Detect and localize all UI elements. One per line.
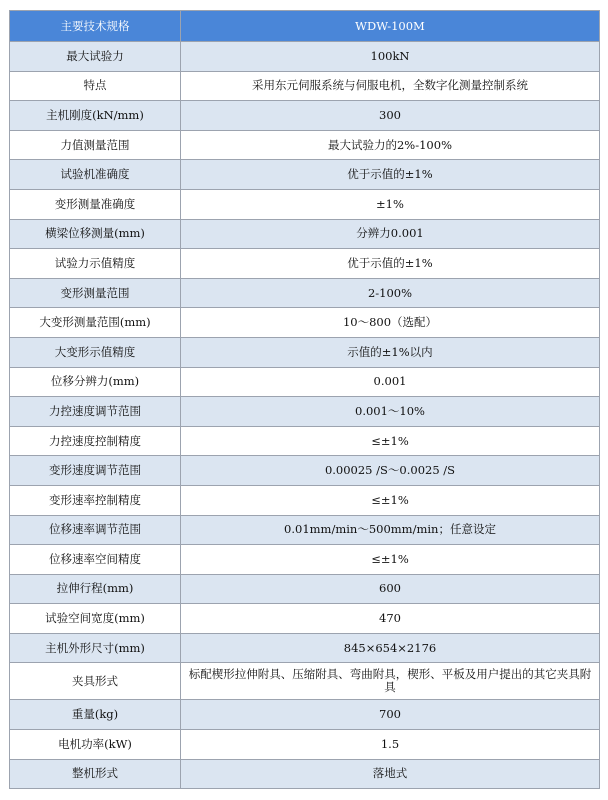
row-value: 600 xyxy=(181,574,600,604)
row-label: 变形测量范围 xyxy=(10,278,181,308)
table-row xyxy=(10,278,600,308)
table-row xyxy=(10,456,600,486)
row-label: 位移分辨力(mm) xyxy=(10,367,181,397)
table-row xyxy=(10,160,600,190)
row-label: 试验空间宽度(mm) xyxy=(10,604,181,634)
table-row xyxy=(10,545,600,575)
row-value: 300 xyxy=(181,101,600,131)
row-value: 采用东元伺服系统与伺服电机，全数字化测量控制系统 xyxy=(181,71,600,101)
row-label: 整机形式 xyxy=(10,759,181,789)
row-value: 标配楔形拉伸附具、压缩附具、弯曲附具，楔形、平板及用户提出的其它夹具附具 xyxy=(181,663,600,700)
table-row xyxy=(10,42,600,72)
row-label: 力控速度控制精度 xyxy=(10,426,181,456)
row-label: 大变形示值精度 xyxy=(10,337,181,367)
table-row xyxy=(10,574,600,604)
table-row xyxy=(10,219,600,249)
table-row xyxy=(10,189,600,219)
row-label: 重量(kg) xyxy=(10,700,181,730)
table-row xyxy=(10,71,600,101)
row-value: 100kN xyxy=(181,42,600,72)
row-value: 分辨力0.001 xyxy=(181,219,600,249)
table-row xyxy=(10,700,600,730)
table-row xyxy=(10,759,600,789)
row-value: 0.01mm/min～500mm/min；任意设定 xyxy=(181,515,600,545)
table-row xyxy=(10,485,600,515)
table-row xyxy=(10,397,600,427)
table-row xyxy=(10,367,600,397)
header-model: WDW-100M xyxy=(181,11,600,42)
row-value: 0.001 xyxy=(181,367,600,397)
table-row xyxy=(10,663,600,700)
row-value: 10～800（选配） xyxy=(181,308,600,338)
row-value: 845×654×2176 xyxy=(181,633,600,663)
row-label: 试验机准确度 xyxy=(10,160,181,190)
row-label: 主机外形尺寸(mm) xyxy=(10,633,181,663)
row-value: ≤±1% xyxy=(181,545,600,575)
row-label: 拉伸行程(mm) xyxy=(10,574,181,604)
table-row xyxy=(10,101,600,131)
row-label: 变形速率控制精度 xyxy=(10,485,181,515)
row-label: 试验力示值精度 xyxy=(10,249,181,279)
row-label: 力控速度调节范围 xyxy=(10,397,181,427)
row-value: ≤±1% xyxy=(181,426,600,456)
row-label: 变形测量准确度 xyxy=(10,189,181,219)
table-row xyxy=(10,337,600,367)
table-row xyxy=(10,515,600,545)
table-row xyxy=(10,426,600,456)
spec-table xyxy=(9,10,600,789)
table-row xyxy=(10,249,600,279)
row-label: 夹具形式 xyxy=(10,663,181,700)
table-row xyxy=(10,730,600,760)
row-value: 优于示值的±1% xyxy=(181,160,600,190)
table-row xyxy=(10,633,600,663)
row-label: 位移速率空间精度 xyxy=(10,545,181,575)
row-value: 470 xyxy=(181,604,600,634)
row-label: 最大试验力 xyxy=(10,42,181,72)
table-row xyxy=(10,308,600,338)
row-value: 700 xyxy=(181,700,600,730)
row-value: 1.5 xyxy=(181,730,600,760)
table-row xyxy=(10,130,600,160)
row-value: 示值的±1%以内 xyxy=(181,337,600,367)
row-value: 2-100% xyxy=(181,278,600,308)
row-label: 主机刚度(kN/mm) xyxy=(10,101,181,131)
row-label: 大变形测量范围(mm) xyxy=(10,308,181,338)
row-label: 横梁位移测量(mm) xyxy=(10,219,181,249)
row-value: 最大试验力的2%-100% xyxy=(181,130,600,160)
row-value: 优于示值的±1% xyxy=(181,249,600,279)
row-value: 0.00025 /S～0.0025 /S xyxy=(181,456,600,486)
row-value: 0.001～10% xyxy=(181,397,600,427)
row-label: 力值测量范围 xyxy=(10,130,181,160)
row-label: 电机功率(kW) xyxy=(10,730,181,760)
table-row xyxy=(10,604,600,634)
row-value: ≤±1% xyxy=(181,485,600,515)
row-value: ±1% xyxy=(181,189,600,219)
row-label: 变形速度调节范围 xyxy=(10,456,181,486)
header-spec-label: 主要技术规格 xyxy=(10,11,181,42)
table-header-row xyxy=(10,11,600,42)
row-label: 特点 xyxy=(10,71,181,101)
row-value: 落地式 xyxy=(181,759,600,789)
row-label: 位移速率调节范围 xyxy=(10,515,181,545)
